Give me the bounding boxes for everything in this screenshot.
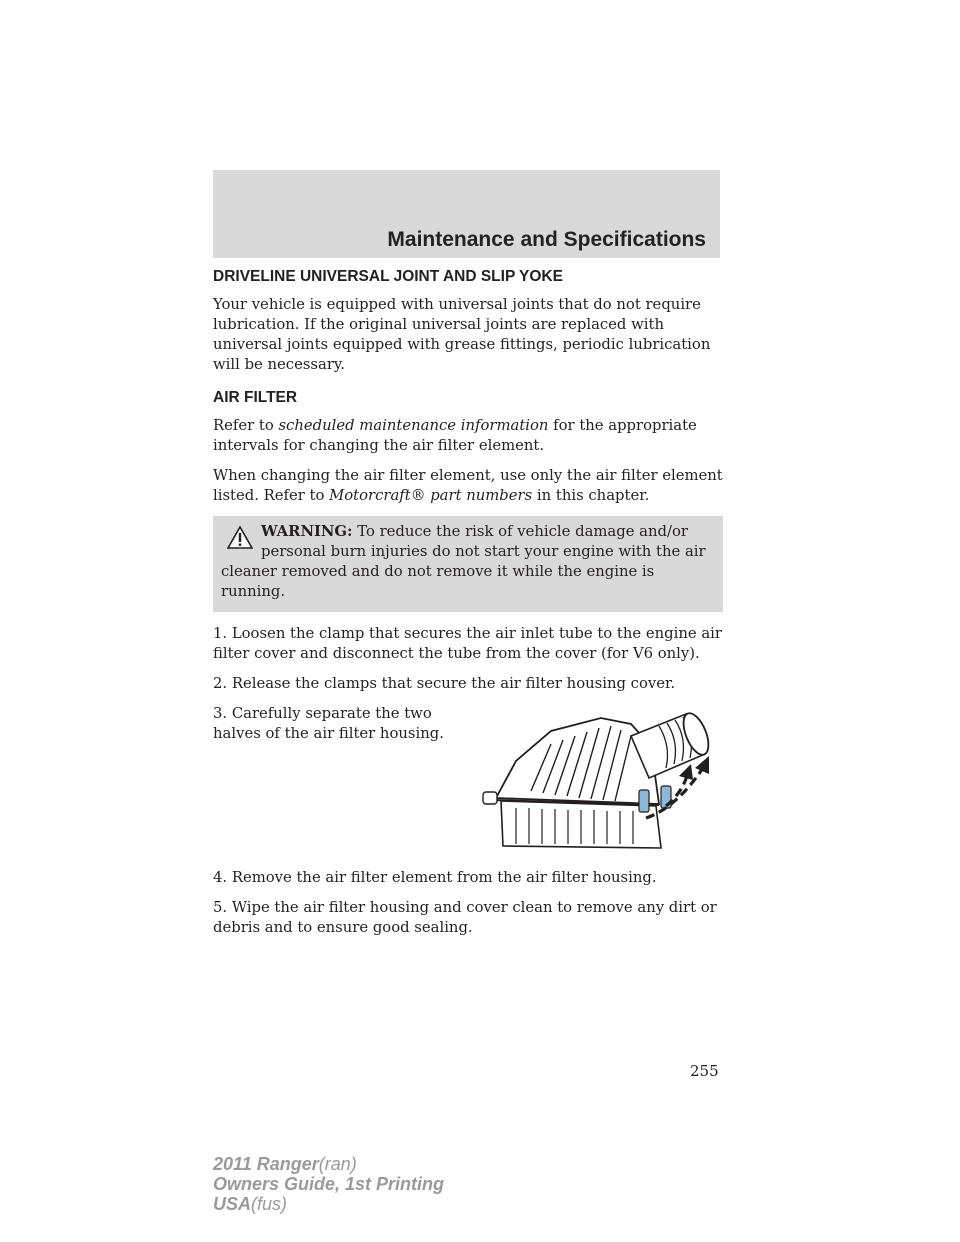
cross-reference: Motorcraft® part numbers bbox=[329, 487, 533, 504]
page-number: 255 bbox=[690, 1062, 719, 1080]
chapter-title: Maintenance and Specifications bbox=[387, 228, 706, 251]
warning-triangle-icon bbox=[227, 526, 253, 555]
warning-label: WARNING: bbox=[261, 523, 353, 540]
cross-reference: scheduled maintenance information bbox=[278, 417, 549, 434]
step-5: 5. Wipe the air filter housing and cover clean to remove any dirt or debris and to ensure good sealing. bbox=[213, 899, 717, 936]
step-3: 3. Carefully separate the two halves of the air filter housing. bbox=[213, 705, 444, 742]
chapter-header bbox=[213, 170, 720, 258]
step-2: 2. Release the clamps that secure the air filter housing cover. bbox=[213, 675, 676, 692]
step-1: 1. Loosen the clamp that secures the air inlet tube to the engine air filter cover and disconnect the tube from the cover (for V6 only). bbox=[213, 625, 722, 662]
footer: 2011 Ranger(ran) Owners Guide, 1st Printing USA(fus) bbox=[213, 1154, 445, 1214]
footer-edition: Owners Guide, 1st Printing bbox=[213, 1174, 445, 1194]
air-filter-heading: AIR FILTER bbox=[213, 389, 298, 406]
air-filter-housing-illustration bbox=[481, 706, 719, 856]
air-filter-paragraph-2: When changing the air filter element, use only the air filter element listed. Refer to Motorcraft® part numbers in this chapter. bbox=[213, 467, 723, 504]
warning-text-continued: cleaner removed and do not remove it while the engine is running. bbox=[221, 563, 655, 600]
driveline-body: Your vehicle is equipped with universal joints that do not require lubrication. If the original universal joints are replaced with universal joints equipped with grease fittings, periodic lubrication will be necessary. bbox=[213, 296, 711, 373]
footer-model: 2011 Ranger bbox=[213, 1154, 319, 1174]
warning-text: To reduce the risk of vehicle damage and/or personal burn injuries do not start your engine with the air bbox=[261, 523, 706, 560]
step-4: 4. Remove the air filter element from the air filter housing. bbox=[213, 869, 657, 886]
driveline-heading: DRIVELINE UNIVERSAL JOINT AND SLIP YOKE bbox=[213, 268, 563, 285]
warning-box bbox=[213, 516, 723, 612]
page-content bbox=[213, 268, 723, 948]
footer-market: USA bbox=[213, 1194, 252, 1214]
air-filter-paragraph-1: Refer to scheduled maintenance information for the appropriate intervals for changing the air filter element. bbox=[213, 417, 697, 454]
